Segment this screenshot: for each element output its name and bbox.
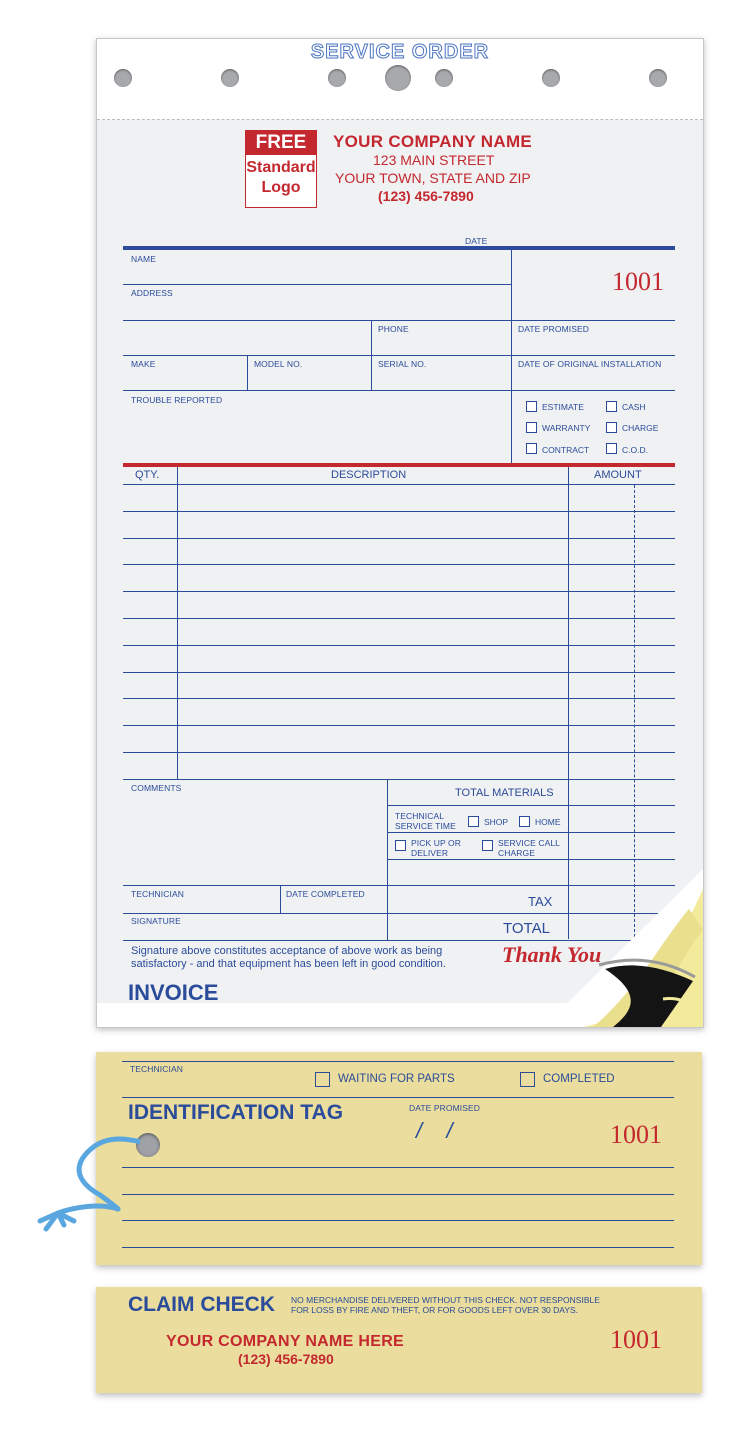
disclaimer (131, 945, 446, 971)
tech-service-time-line1: TECHNICAL (395, 811, 445, 821)
identification-tag (96, 1052, 702, 1265)
original-install-label: DATE OF ORIGINAL INSTALLATION (518, 359, 662, 369)
grid-line (123, 390, 675, 391)
total-label: TOTAL (503, 920, 550, 937)
table-row-line (123, 618, 675, 619)
grid-line (387, 779, 388, 941)
binder-hole-large (385, 65, 411, 91)
table-row-line (123, 645, 675, 646)
signature-label: SIGNATURE (131, 916, 181, 926)
waiting-parts-checkbox[interactable] (315, 1072, 330, 1087)
qty-header: QTY. (135, 469, 160, 481)
grid-line (123, 355, 675, 356)
logo-free: FREE (246, 131, 316, 155)
write-line (122, 1167, 674, 1168)
grid-line (387, 859, 675, 860)
charge-label: CHARGE (622, 423, 659, 433)
shop-label: SHOP (484, 817, 509, 827)
claim-check-notice-line1: NO MERCHANDISE DELIVERED WITHOUT THIS CHECK. NOT RESPONSIBLE (291, 1295, 600, 1305)
phone-label: PHONE (378, 324, 409, 334)
service-call-label (498, 838, 560, 858)
id-tag-title: IDENTIFICATION TAG (128, 1101, 344, 1124)
tech-service-time-label (395, 811, 456, 831)
table-row-line (123, 752, 675, 753)
binder-hole (221, 69, 239, 87)
date-label: DATE (465, 236, 488, 246)
technician-label: TECHNICIAN (131, 889, 184, 899)
date-promised-label: DATE PROMISED (518, 324, 590, 334)
grid-line (177, 467, 178, 779)
top-rule (123, 246, 675, 250)
grid-line (371, 320, 372, 390)
pickup-checkbox[interactable] (395, 840, 406, 851)
write-line (122, 1194, 674, 1195)
service-order-sheet (96, 38, 704, 1028)
table-row-line (123, 511, 675, 512)
tag-date-promised-label: DATE PROMISED (409, 1103, 481, 1113)
shop-checkbox[interactable] (468, 816, 479, 827)
contract-label: CONTRACT (542, 445, 590, 455)
contract-checkbox[interactable] (526, 443, 537, 454)
company-name: YOUR COMPANY NAME (333, 132, 533, 151)
home-checkbox[interactable] (519, 816, 530, 827)
service-call-line1: SERVICE CALL (498, 838, 560, 848)
form-title: SERVICE ORDER (310, 41, 490, 63)
binder-hole (649, 69, 667, 87)
comments-label: COMMENTS (131, 783, 182, 793)
cod-label: C.O.D. (622, 445, 648, 455)
grid-line (247, 355, 248, 390)
description-header: DESCRIPTION (331, 469, 407, 481)
grid-line (123, 320, 675, 321)
disclaimer-line1: Signature above constitutes acceptance of above work as being (131, 945, 443, 957)
claim-number: 1001 (610, 1325, 662, 1354)
company-city: YOUR TOWN, STATE AND ZIP (335, 170, 531, 186)
table-row-line (123, 564, 675, 565)
estimate-label: ESTIMATE (542, 402, 584, 412)
service-call-line2: CHARGE (498, 848, 535, 858)
warranty-checkbox[interactable] (526, 422, 537, 433)
charge-checkbox[interactable] (606, 422, 617, 433)
binder-hole (114, 69, 132, 87)
grid-line (387, 805, 675, 806)
claim-check-notice-line2: FOR LOSS BY FIRE AND THEFT, OR FOR GOODS LEFT OVER 30 DAYS. (291, 1305, 579, 1315)
company-street: 123 MAIN STREET (373, 152, 495, 168)
service-call-checkbox[interactable] (482, 840, 493, 851)
total-materials-label: TOTAL MATERIALS (455, 787, 554, 799)
estimate-checkbox[interactable] (526, 401, 537, 412)
claim-company-phone: (123) 456-7890 (238, 1351, 334, 1367)
order-number: 1001 (612, 267, 664, 296)
header-strip (97, 39, 703, 120)
table-row-line (123, 725, 675, 726)
tax-label: TAX (528, 894, 553, 909)
grid-line (122, 1097, 674, 1098)
name-label: NAME (131, 254, 156, 264)
date-completed-label: DATE COMPLETED (286, 889, 365, 899)
grid-line (123, 284, 511, 285)
logo-standard: Standard (246, 159, 316, 176)
claim-company-name: YOUR COMPANY NAME HERE (166, 1333, 405, 1350)
waiting-parts-label: WAITING FOR PARTS (338, 1073, 455, 1085)
make-label: MAKE (131, 359, 156, 369)
table-row-line (123, 698, 675, 699)
grid-line (511, 250, 512, 464)
trouble-label: TROUBLE REPORTED (131, 395, 223, 405)
write-line (122, 1220, 674, 1221)
logo-box (245, 130, 317, 208)
tag-number: 1001 (610, 1120, 662, 1149)
address-label: ADDRESS (131, 288, 173, 298)
binder-hole (435, 69, 453, 87)
model-label: MODEL NO. (254, 359, 303, 369)
pickup-line1: PICK UP OR (411, 838, 461, 848)
tag-string-graphic (30, 1125, 140, 1235)
warranty-label: WARRANTY (542, 423, 591, 433)
grid-line (122, 1061, 674, 1062)
claim-check-notice (291, 1295, 600, 1315)
home-label: HOME (535, 817, 561, 827)
table-row-line (123, 591, 675, 592)
table-header-line (123, 484, 675, 485)
company-phone: (123) 456-7890 (378, 188, 474, 204)
table-rule (123, 463, 675, 467)
amount-header: AMOUNT (594, 469, 642, 481)
pickup-line2: DELIVER (411, 848, 449, 858)
invoice-label: INVOICE (128, 980, 219, 1005)
table-row-line (123, 538, 675, 539)
claim-check (96, 1287, 702, 1393)
table-row-line (123, 672, 675, 673)
cash-checkbox[interactable] (606, 401, 617, 412)
tag-date-slashes: / / (416, 1118, 453, 1143)
tag-technician-label: TECHNICIAN (130, 1064, 183, 1074)
disclaimer-line2: satisfactory - and that equipment has been left in good condition. (131, 958, 446, 970)
write-line (122, 1247, 674, 1248)
serial-label: SERIAL NO. (378, 359, 427, 369)
page-curl-graphic (543, 869, 703, 1027)
claim-check-title: CLAIM CHECK (128, 1293, 275, 1316)
tech-service-time-line2: SERVICE TIME (395, 821, 456, 831)
table-row-line (123, 779, 675, 780)
grid-line (280, 885, 281, 913)
thank-you-text: Thank You (502, 942, 602, 967)
pickup-label (411, 838, 461, 858)
completed-checkbox[interactable] (520, 1072, 535, 1087)
binder-hole (542, 69, 560, 87)
completed-label: COMPLETED (543, 1073, 615, 1085)
cod-checkbox[interactable] (606, 443, 617, 454)
cash-label: CASH (622, 402, 646, 412)
logo-logo: Logo (261, 179, 301, 196)
binder-hole (328, 69, 346, 87)
grid-line (387, 832, 675, 833)
